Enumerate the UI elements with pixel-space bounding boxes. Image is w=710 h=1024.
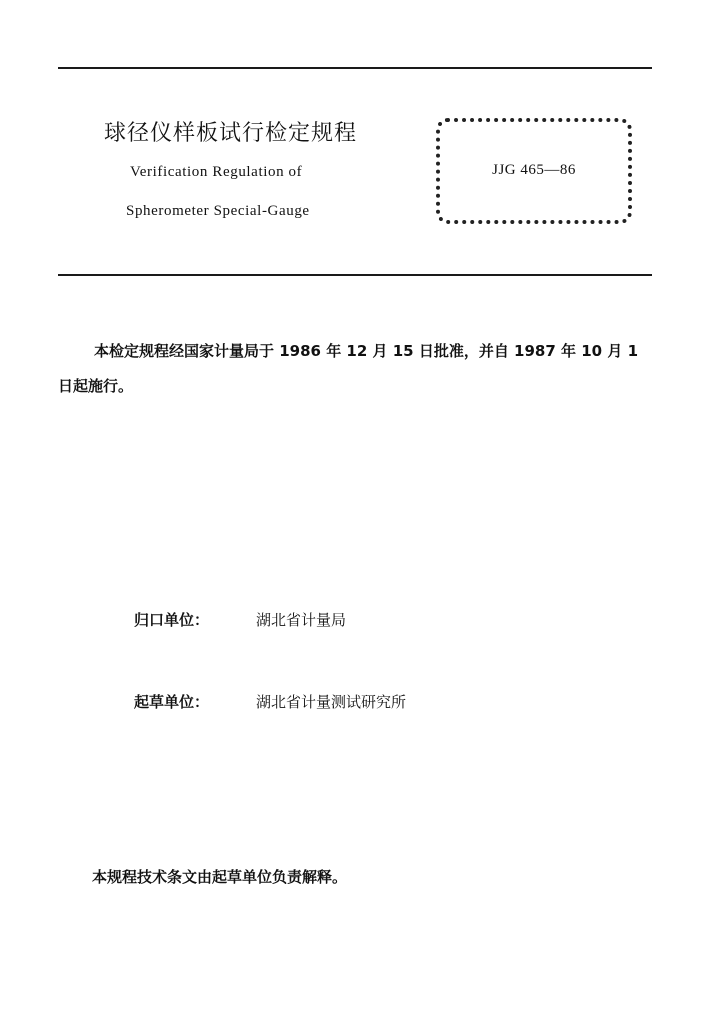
drafting-unit-label: 起草单位： — [134, 693, 210, 711]
responsible-unit-value: 湖北省计量局 — [256, 611, 347, 629]
approval-statement: 本检定规程经国家计量局于 1986 年 12 月 15 日批准，并自 1987 年 10 月 1 日起施行。 — [58, 342, 639, 395]
document-title-chinese: 球径仪样板试行检定规程 — [104, 121, 358, 146]
header-bottom-rule — [58, 274, 652, 276]
interpretation-note: 本规程技术条文由起草单位负责解释。 — [92, 868, 348, 886]
drafting-unit-value: 湖北省计量测试研究所 — [256, 693, 407, 711]
document-title-english-line-1: Verification Regulation of — [130, 164, 303, 180]
header-top-rule — [58, 67, 652, 69]
responsible-unit-label: 归口单位： — [134, 611, 210, 629]
document-title-english-line-2: Spherometer Special-Gauge — [126, 203, 310, 219]
regulation-code: JJG 465—86 — [492, 162, 576, 178]
regulation-code-box — [436, 118, 632, 224]
